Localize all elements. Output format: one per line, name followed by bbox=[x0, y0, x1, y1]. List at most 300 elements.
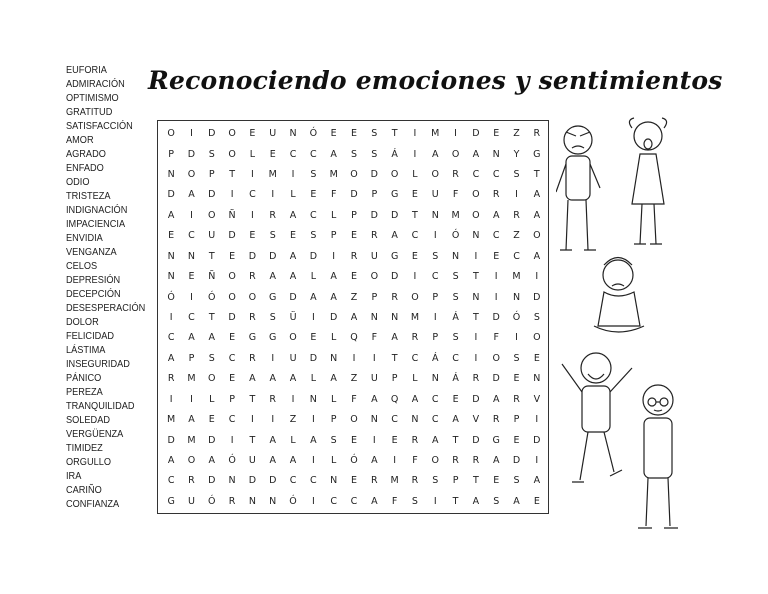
grid-letter: T bbox=[472, 271, 479, 283]
grid-letter: A bbox=[269, 434, 276, 446]
grid-letter: F bbox=[493, 332, 499, 344]
grid-letter: D bbox=[228, 312, 236, 323]
grid-letter: I bbox=[372, 352, 376, 364]
grid-letter: C bbox=[472, 169, 480, 181]
grid-letter: D bbox=[533, 291, 541, 303]
grid-letter: Á bbox=[452, 373, 459, 385]
grid-letter: F bbox=[351, 393, 357, 405]
grid-letter: A bbox=[472, 495, 480, 507]
grid-letter: D bbox=[472, 128, 480, 140]
grid-letter: N bbox=[330, 352, 338, 364]
grid-letter: O bbox=[472, 209, 480, 221]
grid-letter: Q bbox=[390, 393, 399, 405]
angry-boy-figure bbox=[556, 126, 600, 250]
grid-letter: A bbox=[371, 495, 378, 507]
grid-letter: N bbox=[167, 169, 175, 181]
word-list-item: IMPACIENCIA bbox=[66, 219, 126, 230]
grid-letter: U bbox=[370, 250, 378, 262]
word-list-item: AMOR bbox=[66, 135, 94, 146]
grid-letter: P bbox=[513, 414, 520, 426]
grid-letter: A bbox=[310, 291, 317, 303]
grid-letter: T bbox=[208, 312, 215, 323]
grid-letter: E bbox=[350, 128, 357, 140]
grid-letter: R bbox=[249, 312, 256, 323]
grid-letter: U bbox=[208, 230, 216, 242]
word-list-item: LÁSTIMA bbox=[66, 345, 106, 356]
grid-letter: L bbox=[249, 148, 256, 160]
grid-letter: A bbox=[330, 148, 337, 160]
grid-letter: L bbox=[290, 434, 296, 446]
grid-letter: E bbox=[452, 393, 459, 405]
grid-letter: O bbox=[472, 189, 480, 201]
word-search-grid bbox=[157, 120, 549, 514]
grid-letter: U bbox=[370, 373, 378, 385]
grid-letter: E bbox=[229, 373, 236, 385]
grid-letter: Q bbox=[350, 332, 358, 344]
grid-letter: C bbox=[310, 209, 317, 221]
grid-letter: E bbox=[513, 373, 520, 385]
grid-letter: E bbox=[249, 128, 256, 140]
grid-letter: E bbox=[533, 352, 540, 364]
grid-letter: A bbox=[167, 352, 175, 364]
grid-letter: I bbox=[190, 291, 193, 303]
grid-letter: A bbox=[208, 454, 216, 466]
grid-letter: O bbox=[431, 169, 439, 181]
grid-letter: A bbox=[533, 250, 541, 262]
grid-letter: N bbox=[330, 475, 338, 487]
grid-letter: T bbox=[249, 393, 256, 405]
grid-letter: O bbox=[390, 169, 399, 181]
grid-letter: D bbox=[370, 169, 378, 181]
grid-letter: E bbox=[188, 271, 195, 283]
grid-letter: O bbox=[350, 414, 358, 426]
grid-letter: A bbox=[350, 312, 358, 323]
grid-letter: P bbox=[188, 352, 195, 364]
grid-letter: O bbox=[228, 291, 236, 303]
grid-letter: T bbox=[391, 128, 398, 140]
grid-letter: R bbox=[533, 128, 541, 140]
grid-letter: O bbox=[248, 291, 257, 303]
grid-letter: O bbox=[228, 148, 236, 160]
grid-letter: D bbox=[390, 209, 399, 221]
grid-letter: O bbox=[533, 230, 541, 242]
grid-letter: I bbox=[230, 434, 234, 446]
grid-letter: C bbox=[289, 148, 297, 160]
grid-letter: G bbox=[248, 332, 257, 344]
grid-letter: G bbox=[390, 189, 399, 201]
grid-letter: T bbox=[412, 209, 418, 221]
grid-letter: P bbox=[452, 475, 459, 487]
grid-letter: Á bbox=[432, 352, 439, 364]
word-list-item: ENFADO bbox=[66, 163, 104, 174]
grid-letter: I bbox=[332, 250, 336, 262]
grid-letter: O bbox=[350, 169, 358, 181]
grid-letter: R bbox=[513, 209, 520, 221]
grid-letter: Z bbox=[289, 414, 297, 426]
grid-letter: Á bbox=[391, 148, 398, 160]
grid-letter: O bbox=[431, 454, 439, 466]
grid-letter: O bbox=[208, 373, 216, 385]
grid-letter: I bbox=[291, 169, 295, 181]
grid-letter: C bbox=[167, 332, 175, 344]
grid-letter: C bbox=[411, 230, 419, 242]
grid-letter: P bbox=[391, 373, 398, 385]
word-list-item: TRISTEZA bbox=[66, 191, 111, 202]
grid-letter: P bbox=[371, 189, 378, 201]
grid-letter: O bbox=[451, 148, 460, 160]
grid-letter: S bbox=[452, 291, 459, 303]
word-list-item: CELOS bbox=[66, 261, 98, 272]
grid-letter: R bbox=[472, 373, 480, 385]
grid-letter: S bbox=[432, 475, 439, 487]
grid-letter: D bbox=[492, 312, 500, 323]
grid-letter: N bbox=[228, 475, 236, 487]
grid-letter: E bbox=[229, 250, 236, 262]
grid-letter: D bbox=[390, 271, 399, 283]
grid-letter: A bbox=[492, 454, 500, 466]
grid-letter: N bbox=[431, 373, 439, 385]
grid-letter: D bbox=[208, 475, 216, 487]
grid-letter: C bbox=[492, 230, 500, 242]
grid-letter: D bbox=[167, 189, 175, 201]
grid-letter: M bbox=[167, 414, 176, 426]
grid-letter: E bbox=[350, 475, 357, 487]
grid-letter: R bbox=[492, 189, 500, 201]
word-list-item: ODIO bbox=[66, 177, 90, 188]
grid-letter: Ó bbox=[309, 128, 318, 140]
grid-letter: A bbox=[492, 393, 500, 405]
grid-letter: T bbox=[452, 495, 459, 507]
grid-letter: T bbox=[452, 434, 459, 446]
grid-letter: C bbox=[167, 475, 175, 487]
grid-letter: I bbox=[311, 312, 315, 323]
grid-letter: A bbox=[208, 332, 216, 344]
word-list-item: GRATITUD bbox=[66, 107, 113, 118]
grid-letter: M bbox=[187, 434, 196, 446]
grid-letter: T bbox=[472, 475, 479, 487]
grid-letter: C bbox=[431, 271, 439, 283]
grid-letter: I bbox=[474, 352, 478, 364]
word-list-item: DEPRESIÓN bbox=[66, 275, 121, 286]
word-list bbox=[66, 64, 158, 512]
word-list-item: SATISFACCIÓN bbox=[66, 121, 133, 132]
grid-letter: I bbox=[230, 189, 234, 201]
grid-letter: A bbox=[330, 373, 337, 385]
grid-letter: C bbox=[330, 495, 337, 507]
word-list-item: DECEPCIÓN bbox=[66, 289, 121, 300]
word-list-item: IRA bbox=[66, 471, 82, 482]
grid-letter: N bbox=[187, 250, 196, 262]
grid-letter: A bbox=[391, 230, 398, 242]
grid-letter: S bbox=[452, 332, 459, 344]
grid-letter: C bbox=[249, 189, 256, 201]
grid-letter: R bbox=[411, 332, 419, 344]
grid-letter: I bbox=[190, 393, 193, 405]
grid-letter: E bbox=[310, 189, 317, 201]
grid-letter: G bbox=[533, 148, 541, 160]
grid-letter: D bbox=[370, 209, 378, 221]
grid-letter: Z bbox=[350, 373, 358, 385]
grid-letter: Ó bbox=[208, 291, 216, 303]
grid-letter: A bbox=[188, 189, 195, 201]
grid-letter: C bbox=[350, 495, 358, 507]
word-list-item: ADMIRACIÓN bbox=[66, 79, 125, 90]
grid-letter: A bbox=[391, 332, 398, 344]
grid-letter: S bbox=[452, 271, 459, 283]
word-list-item: AGRADO bbox=[66, 149, 106, 160]
grid-letter: O bbox=[289, 332, 297, 344]
grid-letter: Z bbox=[513, 128, 520, 140]
grid-letter: C bbox=[452, 352, 459, 364]
grid-letter: M bbox=[390, 475, 399, 487]
grid-letter: I bbox=[515, 189, 518, 201]
grid-letter: C bbox=[188, 230, 195, 242]
grid-letter: S bbox=[350, 148, 358, 160]
grid-letter: O bbox=[411, 291, 419, 303]
grid-letter: M bbox=[431, 128, 440, 140]
grid-letter: R bbox=[472, 454, 480, 466]
grid-letter: D bbox=[269, 250, 277, 262]
children-emotions-illustration bbox=[556, 100, 682, 550]
grid-letter: N bbox=[167, 271, 175, 283]
grid-letter: N bbox=[431, 209, 439, 221]
grid-letter: N bbox=[167, 250, 175, 262]
grid-letter: Y bbox=[513, 148, 520, 160]
grid-letter: Ó bbox=[512, 312, 521, 323]
grid-letter: U bbox=[289, 352, 297, 364]
grid-letter: E bbox=[269, 148, 276, 160]
grid-letter: D bbox=[208, 189, 216, 201]
grid-letter: M bbox=[329, 169, 338, 181]
grid-letter: R bbox=[411, 475, 419, 487]
grid-letter: T bbox=[472, 312, 479, 323]
grid-letter: Ñ bbox=[208, 271, 216, 283]
grid-letter: Ó bbox=[289, 495, 297, 507]
grid-letter: D bbox=[289, 291, 297, 303]
word-list-item: TIMIDEZ bbox=[66, 443, 103, 454]
grid-letter: D bbox=[248, 250, 257, 262]
grid-letter: M bbox=[187, 373, 196, 385]
grid-letter: I bbox=[474, 332, 478, 344]
word-list-item: OPTIMISMO bbox=[66, 93, 119, 104]
grid-letter: N bbox=[533, 373, 541, 385]
grid-letter: Á bbox=[452, 312, 459, 323]
grid-letter: L bbox=[412, 373, 418, 385]
grid-letter: T bbox=[229, 169, 235, 181]
grid-letter: I bbox=[190, 128, 193, 140]
word-list-item: INSEGURIDAD bbox=[66, 359, 130, 370]
grid-letter: A bbox=[167, 454, 175, 466]
grid-letter: I bbox=[352, 352, 356, 364]
grid-letter: E bbox=[493, 475, 500, 487]
grid-letter: I bbox=[291, 393, 295, 405]
grid-letter: E bbox=[229, 332, 236, 344]
grid-letter: A bbox=[432, 148, 439, 160]
grid-letter: L bbox=[310, 373, 316, 385]
grid-letter: R bbox=[371, 475, 378, 487]
grid-letter: M bbox=[268, 169, 277, 181]
grid-letter: D bbox=[208, 434, 216, 446]
grid-letter: G bbox=[390, 250, 399, 262]
grid-letter: A bbox=[249, 373, 256, 385]
grid-letter: I bbox=[515, 332, 518, 344]
grid-letter: Ó bbox=[208, 495, 216, 507]
grid-letter: S bbox=[533, 312, 540, 323]
grid-letter: U bbox=[248, 454, 256, 466]
grid-letter: A bbox=[330, 291, 337, 303]
grid-letter: G bbox=[269, 291, 277, 303]
grid-letter: A bbox=[167, 209, 175, 221]
grid-letter: A bbox=[289, 209, 297, 221]
grid-letter: I bbox=[494, 271, 498, 283]
grid-letter: I bbox=[311, 414, 315, 426]
grid-letter: T bbox=[208, 250, 215, 262]
grid-letter: E bbox=[350, 230, 357, 242]
grid-letter: D bbox=[492, 373, 500, 385]
grid-letter: M bbox=[512, 271, 521, 283]
grid-letter: Ñ bbox=[228, 209, 236, 221]
grid-letter: S bbox=[371, 148, 378, 160]
grid-letter: N bbox=[472, 291, 480, 303]
grid-letter: S bbox=[208, 352, 215, 364]
grid-letter: N bbox=[248, 495, 256, 507]
grid-letter: N bbox=[492, 148, 500, 160]
grid-letter: S bbox=[310, 230, 317, 242]
grid-letter: T bbox=[391, 352, 398, 364]
grid-letter: G bbox=[492, 434, 500, 446]
grid-letter: F bbox=[330, 189, 337, 201]
grid-letter: T bbox=[533, 169, 540, 181]
grid-letter: O bbox=[208, 209, 216, 221]
grid-letter: I bbox=[454, 128, 457, 140]
grid-letter: A bbox=[411, 393, 419, 405]
grid-letter: L bbox=[412, 169, 418, 181]
grid-letter: E bbox=[350, 271, 357, 283]
grid-letter: R bbox=[452, 454, 459, 466]
grid-letter: E bbox=[249, 230, 256, 242]
grid-letter: R bbox=[188, 475, 195, 487]
grid-letter: C bbox=[513, 250, 520, 262]
grid-letter: P bbox=[432, 332, 439, 344]
grid-letter: R bbox=[391, 291, 398, 303]
grid-letter: L bbox=[290, 189, 296, 201]
grid-letter: P bbox=[432, 291, 439, 303]
grid-letter: A bbox=[269, 454, 276, 466]
grid-letter: P bbox=[168, 148, 175, 160]
grid-letter: C bbox=[431, 414, 439, 426]
grid-letter: D bbox=[208, 128, 216, 140]
grid-letter: N bbox=[512, 291, 521, 303]
grid-letter: S bbox=[513, 352, 520, 364]
grid-letter: I bbox=[413, 148, 417, 160]
grid-letter: A bbox=[289, 250, 297, 262]
grid-letter: E bbox=[493, 128, 500, 140]
word-list-item: INDIGNACIÓN bbox=[66, 205, 128, 216]
word-list-item: DESESPERACIÓN bbox=[66, 303, 146, 314]
grid-letter: O bbox=[533, 332, 541, 344]
grid-letter: D bbox=[472, 434, 480, 446]
grid-letter: D bbox=[187, 148, 196, 160]
grid-letter: I bbox=[413, 271, 417, 283]
grid-letter: A bbox=[289, 454, 297, 466]
grid-letter: I bbox=[393, 454, 397, 466]
grid-letter: N bbox=[269, 495, 277, 507]
word-list-item: ENVIDIA bbox=[66, 233, 103, 244]
grid-letter: Ó bbox=[167, 291, 175, 303]
grid-letter: A bbox=[492, 209, 500, 221]
grid-letter: L bbox=[331, 454, 337, 466]
word-list-item: TRANQUILIDAD bbox=[66, 401, 135, 412]
grid-letter: Z bbox=[350, 291, 358, 303]
grid-letter: N bbox=[309, 393, 317, 405]
grid-letter: I bbox=[311, 495, 315, 507]
grid-letter: S bbox=[513, 169, 520, 181]
grid-letter: S bbox=[513, 475, 520, 487]
grid-letter: R bbox=[452, 169, 459, 181]
grid-letter: I bbox=[169, 393, 173, 405]
grid-letter: L bbox=[331, 332, 337, 344]
grid-letter: L bbox=[331, 209, 337, 221]
grid-letter: I bbox=[372, 434, 376, 446]
grid-letter: M bbox=[451, 209, 460, 221]
grid-letter: D bbox=[269, 475, 277, 487]
grid-letter: F bbox=[391, 495, 398, 507]
page-title: Reconociendo emociones y sentimientos bbox=[148, 66, 723, 95]
grid-letter: P bbox=[351, 209, 357, 221]
grid-letter: S bbox=[493, 495, 500, 507]
grid-letter: I bbox=[251, 169, 254, 181]
grid-letter: I bbox=[433, 495, 437, 507]
grid-letter: I bbox=[311, 454, 315, 466]
grid-letter: S bbox=[411, 495, 418, 507]
grid-letter: I bbox=[494, 291, 498, 303]
grid-letter: C bbox=[431, 393, 439, 405]
grid-letter: U bbox=[431, 189, 439, 201]
grid-letter: V bbox=[533, 393, 541, 405]
grid-letter: C bbox=[492, 169, 500, 181]
grid-letter: Ó bbox=[350, 454, 358, 466]
grid-letter: I bbox=[433, 230, 437, 242]
grid-letter: R bbox=[228, 495, 236, 507]
grid-letter: R bbox=[249, 352, 256, 364]
grid-letter: P bbox=[229, 393, 235, 405]
grid-letter: I bbox=[535, 414, 539, 426]
grid-letter: F bbox=[371, 332, 378, 344]
grid-letter: I bbox=[413, 128, 417, 140]
grid-letter: S bbox=[269, 230, 276, 242]
grid-letter: S bbox=[208, 148, 215, 160]
grid-letter: P bbox=[330, 414, 337, 426]
grid-letter: R bbox=[167, 373, 175, 385]
grid-letter: N bbox=[370, 414, 378, 426]
grid-letter: S bbox=[330, 434, 337, 446]
grid-letter: A bbox=[188, 332, 195, 344]
word-list-item: ORGULLO bbox=[66, 457, 111, 468]
grid-letter: A bbox=[289, 271, 297, 283]
grid-letter: C bbox=[228, 414, 236, 426]
grid-letter: O bbox=[228, 271, 236, 283]
grid-letter: S bbox=[269, 312, 276, 323]
grid-letter: E bbox=[391, 434, 398, 446]
grid-letter: O bbox=[187, 169, 196, 181]
grid-letter: C bbox=[310, 475, 317, 487]
grid-letter: C bbox=[411, 352, 419, 364]
grid-letter: A bbox=[472, 148, 480, 160]
grid-letter: D bbox=[330, 312, 338, 323]
grid-letter: Ó bbox=[451, 230, 460, 242]
grid-letter: R bbox=[249, 271, 256, 283]
grid-letter: Ü bbox=[289, 312, 297, 323]
